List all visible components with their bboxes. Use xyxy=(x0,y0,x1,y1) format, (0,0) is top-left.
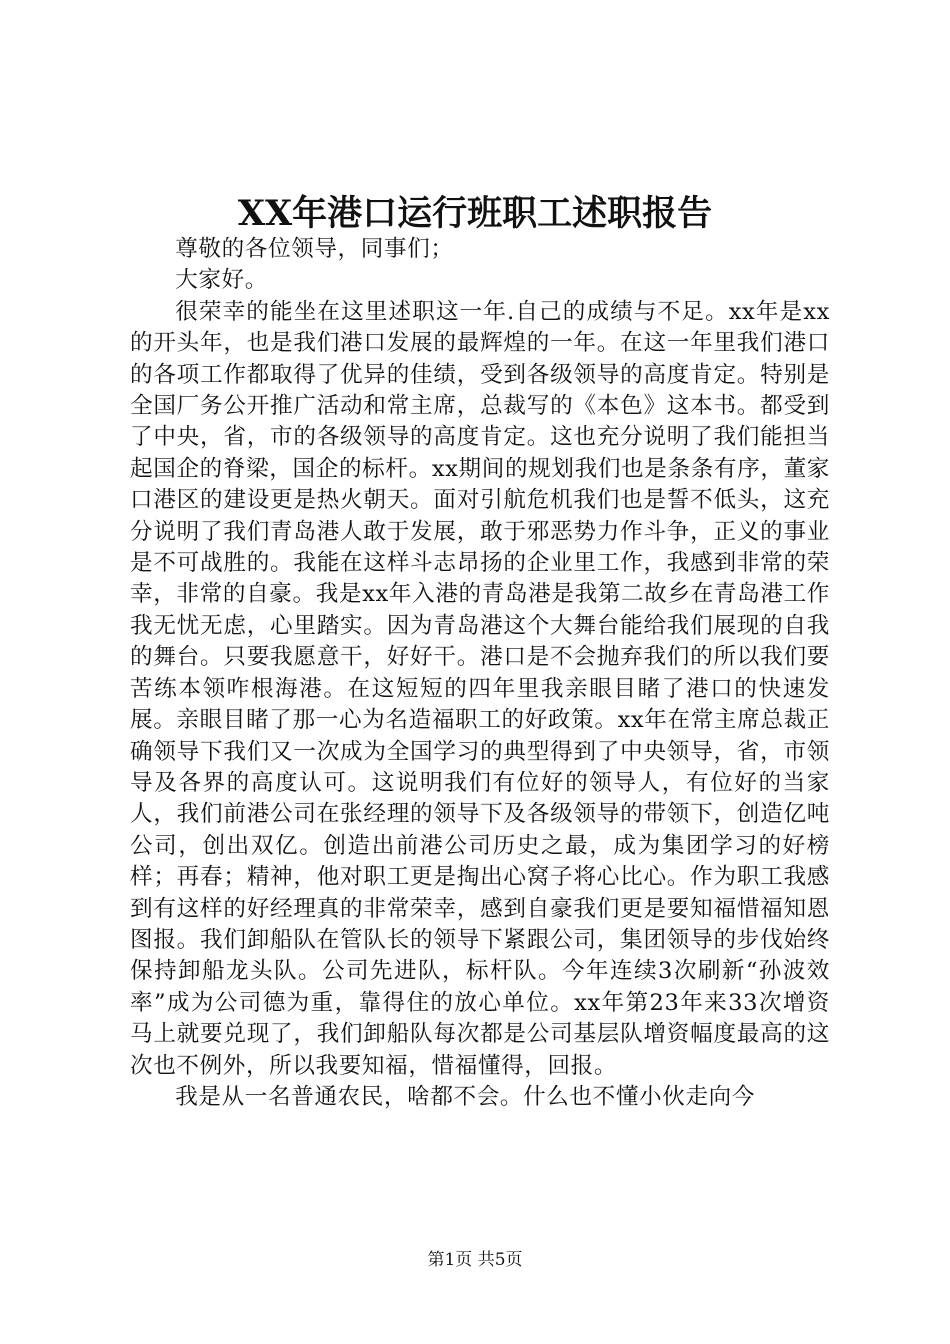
document-title: XX年港口运行班职工述职报告 xyxy=(237,193,713,234)
body-paragraph: 很荣幸的能坐在这里述职这一年.自己的成绩与不足。xx年是xx的开头年，也是我们港口发展的最辉煌的一年。在这一年里我们港口的各项工作都取得了优异的佳绩，受到各级领导的高度肯定。特别是全国厂务公开推广活动和常主席，总裁写的《本色》这本书。都受到了中央，省，市的各级领导的高度肯定。这也充分说明了我们能担当起国企的脊梁，国企的标杆。xx期间的规划我们也是条条有序，董家口港区的建设更是热火朝天。面对引航危机我们也是誓不低头，这充分说明了我们青岛港人敢于发展，敢于邪恶势力作斗争，正义的事业是不可战胜的。我能在这样斗志昂扬的企业里工作，我感到非常的荣幸，非常的自豪。我是xx年入港的青岛港是我第二故乡在青岛港工作我无忧无虑，心里踏实。因为青岛港这个大舞台能给我们展现的自我的舞台。只要我愿意干，好好干。港口是不会抛弃我们的所以我们要苦练本领咋根海港。在这短短的四年里我亲眼目睹了港口的快速发展。亲眼目睹了那一心为名造福职工的好政策。xx年在常主席总裁正确领导下我们又一次成为全国学习的典型得到了中央领导，省，市领导及各界的高度认可。这说明我们有位好的领导人，有位好的当家人，我们前港公司在张经理的领导下及各级领导的带领下，创造亿吨公司，创出双亿。创造出前港公司历史之最，成为集团学习的好榜样；再春；精神，他对职工更是掏出心窝子将心比心。作为职工我感到有这样的好经理真的非常荣幸，感到自豪我们更是要知福惜福知恩图报。我们卸船队在管队长的领导下紧跟公司，集团领导的步伐始终保持卸船龙头队。公司先进队，标杆队。今年连续3次刷新“孙波效率”成为公司德为重，靠得住的放心单位。xx年第23年来33次增资马上就要兑现了，我们卸船队每次都是公司基层队增资幅度最高的这次也不例外，所以我要知福，惜福懂得，回报。 xyxy=(130,298,830,1079)
page-number-footer: 第1页 共5页 xyxy=(427,1250,523,1270)
body-paragraph: 我是从一名普通农民，啥都不会。什么也不懂小伙走向今 xyxy=(175,1083,756,1110)
document-body xyxy=(130,234,830,1113)
greeting-line: 尊敬的各位领导，同事们； xyxy=(175,236,454,262)
salutation-line: 大家好。 xyxy=(175,267,268,294)
